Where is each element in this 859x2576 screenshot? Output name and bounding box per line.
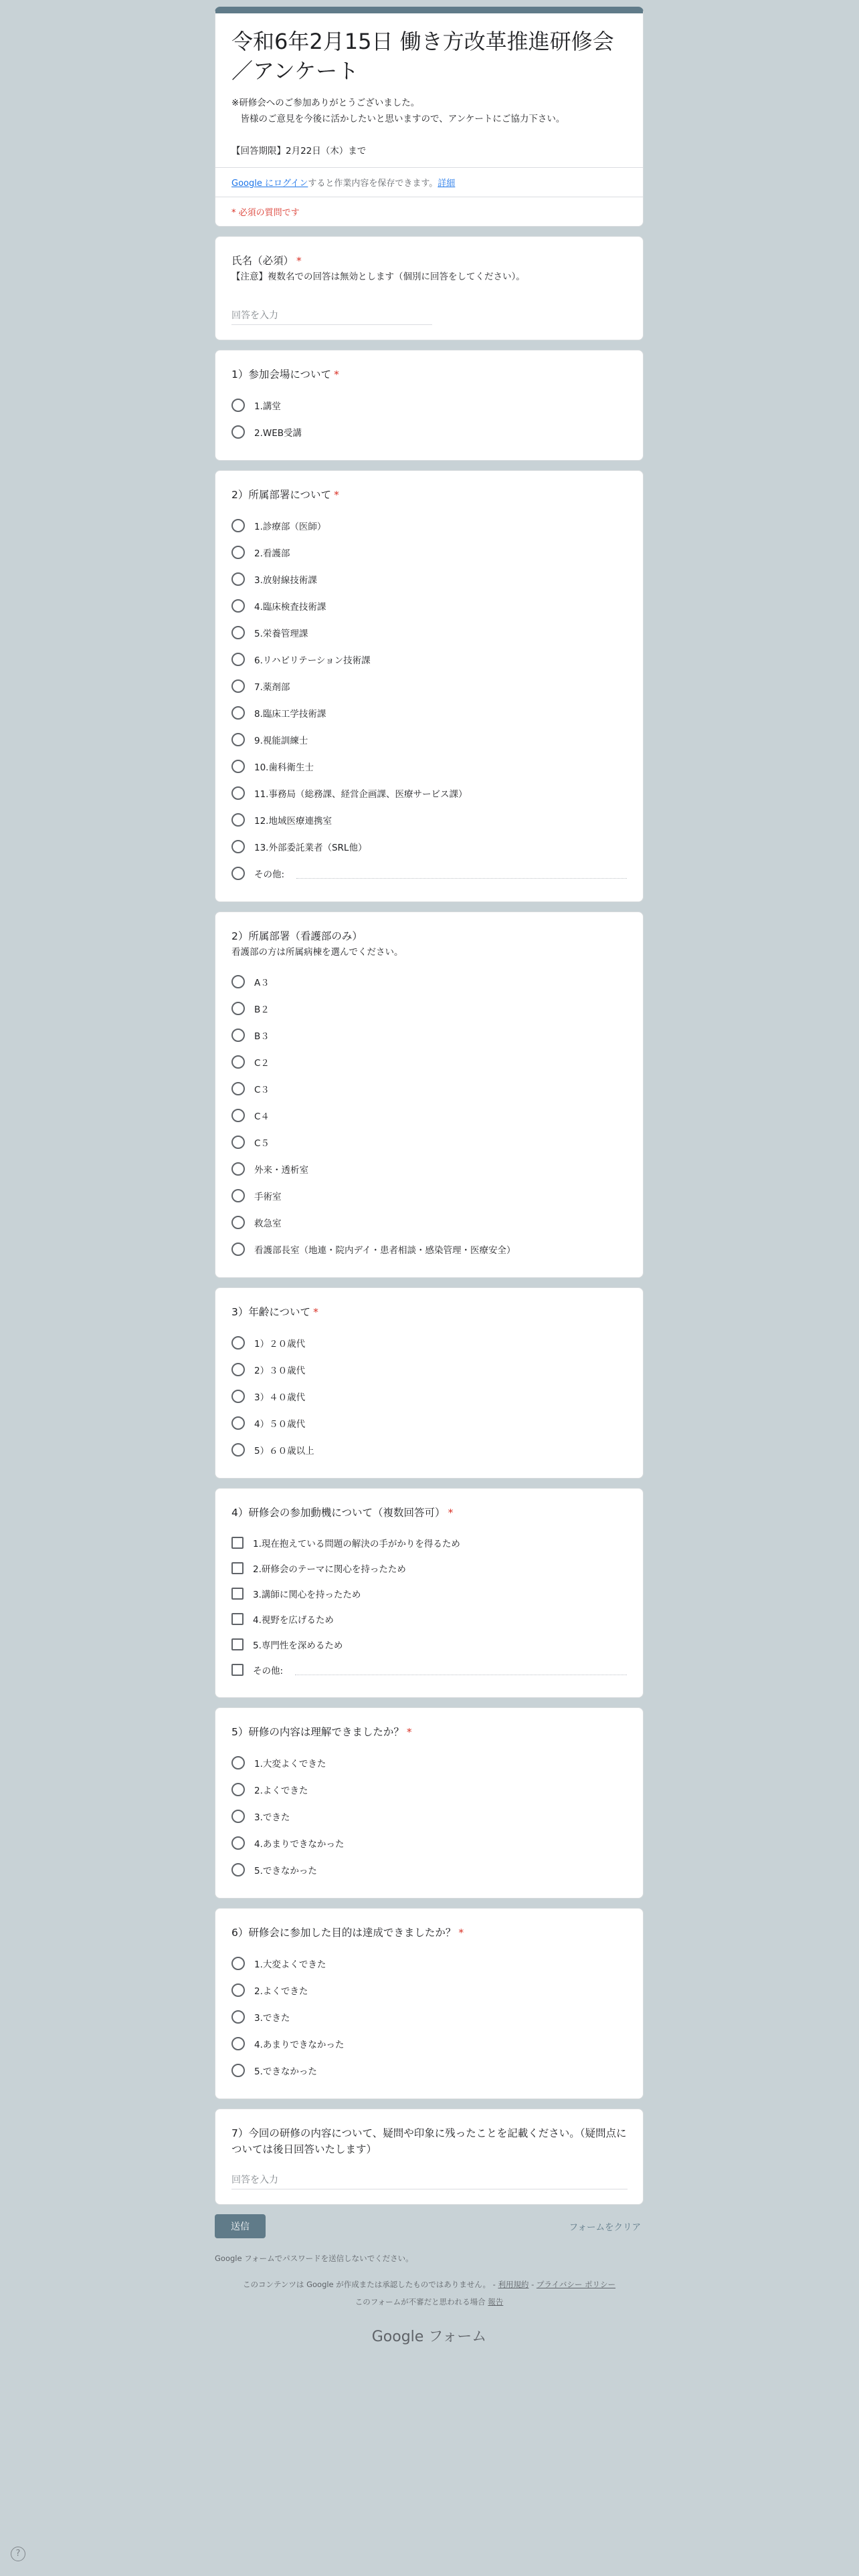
option-label: 5.専門性を深めるため xyxy=(253,1640,343,1651)
radio-option[interactable] xyxy=(231,539,627,566)
checkbox-option[interactable] xyxy=(231,1581,627,1606)
option-label: B２ xyxy=(254,1004,270,1015)
option-label: 2）３０歳代 xyxy=(254,1366,306,1376)
option-label: 2.よくできた xyxy=(254,1786,308,1796)
radio-button[interactable] xyxy=(231,599,245,613)
radio-option[interactable] xyxy=(231,753,627,780)
radio-option[interactable] xyxy=(231,1977,627,2004)
radio-button[interactable] xyxy=(231,760,245,773)
option-label: 1.講堂 xyxy=(254,401,281,412)
option-label: 2.研修会のテーマに関心を持ったため xyxy=(253,1564,406,1575)
radio-button[interactable] xyxy=(231,1783,245,1796)
radio-group xyxy=(231,1329,627,1463)
submit-button[interactable]: 送信 xyxy=(215,2214,266,2238)
radio-option[interactable] xyxy=(231,593,627,619)
question-goal-achieved xyxy=(215,1908,644,2099)
option-label: 1.大変よくできた xyxy=(254,1759,326,1769)
radio-button[interactable] xyxy=(231,399,245,412)
radio-option[interactable] xyxy=(231,566,627,593)
question-title xyxy=(231,1505,627,1521)
option-label: 10.歯科衛生士 xyxy=(254,762,314,773)
radio-button[interactable] xyxy=(231,1443,245,1457)
radio-button[interactable] xyxy=(231,1390,245,1403)
question-title-text: 2）所属部署について xyxy=(231,489,332,501)
question-title xyxy=(231,1925,627,1941)
option-label: 看護部長室（地連・院内デイ・患者相談・感染管理・医療安全） xyxy=(254,1245,516,1256)
radio-button[interactable] xyxy=(231,786,245,800)
checkbox-option-other[interactable] xyxy=(231,1657,627,1683)
terms-link[interactable]: 利用規約 xyxy=(498,2280,529,2289)
question-understanding xyxy=(215,1707,644,1899)
radio-button[interactable] xyxy=(231,813,245,827)
required-mark: * xyxy=(313,1306,318,1318)
option-label: 1.大変よくできた xyxy=(254,1959,326,1970)
google-forms-logo[interactable]: Google フォーム xyxy=(371,2329,487,2345)
radio-button[interactable] xyxy=(231,1243,245,1256)
option-label: 9.視能訓練士 xyxy=(254,736,308,746)
question-description: 看護部の方は所属病棟を選んでください。 xyxy=(231,947,403,958)
radio-button[interactable] xyxy=(231,706,245,720)
radio-option[interactable] xyxy=(231,1049,627,1075)
option-label: その他: xyxy=(254,869,285,880)
option-label: 11.事務局（総務課、経営企画課、医療サービス課） xyxy=(254,789,468,800)
required-note: * 必須の質問です xyxy=(215,197,643,226)
radio-option[interactable] xyxy=(231,1383,627,1410)
abuse-text: このフォームが不審だと思われる場合 xyxy=(355,2297,486,2306)
option-label: 外来・透析室 xyxy=(254,1165,308,1176)
option-label: 救急室 xyxy=(254,1218,282,1229)
option-label: 2.看護部 xyxy=(254,548,290,559)
option-label: 5.できなかった xyxy=(254,2066,317,2077)
radio-button[interactable] xyxy=(231,867,245,880)
radio-option[interactable] xyxy=(231,1776,627,1803)
question-title xyxy=(231,487,627,503)
option-label: 4）５０歳代 xyxy=(254,1419,306,1430)
radio-button[interactable] xyxy=(231,1957,245,1970)
checkbox[interactable] xyxy=(231,1613,244,1625)
radio-option[interactable] xyxy=(231,1075,627,1102)
clear-form-button[interactable]: フォームをクリア xyxy=(569,2222,641,2233)
question-title-text: 1）参加会場について xyxy=(231,368,332,381)
form-container xyxy=(215,0,644,2346)
question-title xyxy=(231,253,627,269)
radio-button[interactable] xyxy=(231,425,245,439)
question-venue xyxy=(215,350,644,461)
question-title: 7）今回の研修の内容について、疑問や印象に残ったことを記載ください。（疑問点については後日回答いたします） xyxy=(231,2127,627,2155)
option-label: その他: xyxy=(253,1666,284,1677)
radio-option[interactable] xyxy=(231,1950,627,1977)
question-title-text: 6）研修会に参加した目的は達成できましたか？ xyxy=(231,1927,456,1939)
checkbox[interactable] xyxy=(231,1664,244,1676)
details-link[interactable]: 詳細 xyxy=(438,179,456,189)
report-link[interactable]: 報告 xyxy=(488,2297,504,2306)
radio-option[interactable] xyxy=(231,780,627,807)
radio-button[interactable] xyxy=(231,1029,245,1042)
radio-button[interactable] xyxy=(231,546,245,559)
other-text-input[interactable] xyxy=(296,878,627,879)
radio-button[interactable] xyxy=(231,1756,245,1769)
checkbox-option[interactable] xyxy=(231,1530,627,1555)
radio-button[interactable] xyxy=(231,1002,245,1015)
question-comments xyxy=(215,2109,644,2205)
option-label: 手術室 xyxy=(254,1192,282,1202)
login-notice xyxy=(215,167,643,197)
footer-legal xyxy=(215,2276,644,2311)
required-mark: * xyxy=(458,1927,464,1939)
radio-option[interactable] xyxy=(231,1236,627,1263)
radio-group xyxy=(231,512,627,887)
radio-button[interactable] xyxy=(231,1810,245,1823)
question-title xyxy=(231,1724,627,1740)
radio-option-other[interactable] xyxy=(231,860,627,887)
required-mark: * xyxy=(334,368,339,381)
password-warning: Google フォームでパスワードを送信しないでください。 xyxy=(215,2254,413,2263)
radio-option[interactable] xyxy=(231,619,627,646)
option-label: C５ xyxy=(254,1138,270,1149)
radio-button[interactable] xyxy=(231,2010,245,2024)
option-label: B３ xyxy=(254,1031,270,1042)
radio-button[interactable] xyxy=(231,733,245,746)
radio-button[interactable] xyxy=(231,1136,245,1149)
option-label: 13.外部委託業者（SRL他） xyxy=(254,843,367,853)
checkbox-option[interactable] xyxy=(231,1555,627,1581)
question-title-text: 5）研修の内容は理解できましたか？ xyxy=(231,1726,404,1738)
login-link[interactable]: Google にログイン xyxy=(231,179,308,189)
required-mark: * xyxy=(406,1726,412,1738)
radio-group xyxy=(231,968,627,1263)
checkbox[interactable] xyxy=(231,1588,244,1600)
radio-option[interactable] xyxy=(231,968,627,995)
option-label: 4.臨床検査技術課 xyxy=(254,602,326,613)
option-label: 1）２０歳代 xyxy=(254,1339,306,1350)
radio-button[interactable] xyxy=(231,1836,245,1850)
radio-button[interactable] xyxy=(231,1189,245,1202)
question-age xyxy=(215,1287,644,1479)
question-nursing-ward xyxy=(215,911,644,1278)
radio-button[interactable] xyxy=(231,519,245,532)
question-title: 2）所属部署（看護部のみ） xyxy=(231,930,363,942)
option-label: C２ xyxy=(254,1058,270,1069)
question-department xyxy=(215,470,644,902)
radio-option[interactable] xyxy=(231,1022,627,1049)
checkbox[interactable] xyxy=(231,1562,244,1574)
option-label: 7.薬剤部 xyxy=(254,682,290,693)
question-title-text: 氏名（必須） xyxy=(231,255,294,267)
question-title xyxy=(231,366,627,383)
option-label: 5.できなかった xyxy=(254,1866,317,1876)
question-motivation xyxy=(215,1488,644,1698)
checkbox-option[interactable] xyxy=(231,1606,627,1632)
form-title: 令和6年2月15日 働き方改革推進研修会／アンケート xyxy=(231,29,614,84)
radio-button[interactable] xyxy=(231,1082,245,1095)
radio-button[interactable] xyxy=(231,975,245,988)
checkbox-group xyxy=(231,1530,627,1683)
radio-button[interactable] xyxy=(231,1055,245,1069)
radio-option[interactable] xyxy=(231,1209,627,1236)
comments-input[interactable] xyxy=(231,2171,628,2189)
checkbox[interactable] xyxy=(231,1638,244,1650)
required-mark: * xyxy=(334,489,339,501)
option-label: 3.放射線技術課 xyxy=(254,575,317,586)
radio-button[interactable] xyxy=(231,1363,245,1376)
radio-option[interactable] xyxy=(231,512,627,539)
option-label: 4.あまりできなかった xyxy=(254,1839,345,1850)
radio-option[interactable] xyxy=(231,1830,627,1856)
radio-button[interactable] xyxy=(231,2064,245,2077)
option-label: 3）４０歳代 xyxy=(254,1392,306,1403)
question-title-text: 4）研修会の参加動機について（複数回答可） xyxy=(231,1507,446,1519)
radio-option[interactable] xyxy=(231,807,627,833)
help-icon[interactable]: ? xyxy=(11,2547,25,2561)
option-label: 3.できた xyxy=(254,2013,290,2024)
question-title-text: 3）年齢について xyxy=(231,1306,311,1318)
radio-option[interactable] xyxy=(231,1356,627,1383)
disclaimer-text: このコンテンツは Google が作成または承認したものではありません。 - xyxy=(243,2280,496,2289)
radio-option[interactable] xyxy=(231,1182,627,1209)
radio-button[interactable] xyxy=(231,1162,245,1176)
radio-option[interactable] xyxy=(231,1329,627,1356)
form-header-card xyxy=(215,7,644,227)
checkbox-option[interactable] xyxy=(231,1632,627,1657)
option-label: A３ xyxy=(254,978,270,988)
radio-button[interactable] xyxy=(231,679,245,693)
radio-option[interactable] xyxy=(231,833,627,860)
option-label: 1.現在抱えている問題の解決の手がかりを得るため xyxy=(253,1539,460,1549)
radio-button[interactable] xyxy=(231,1336,245,1350)
question-description: 【注意】複数名での回答は無効とします（個別に回答をしてください）。 xyxy=(231,272,525,282)
radio-button[interactable] xyxy=(231,1983,245,1997)
option-label: 5.栄養管理課 xyxy=(254,629,308,639)
radio-button[interactable] xyxy=(231,572,245,586)
option-label: 3.できた xyxy=(254,1812,290,1823)
privacy-link[interactable]: プライバシー ポリシー xyxy=(536,2280,615,2289)
question-title xyxy=(231,1304,627,1320)
option-label: 6.リハビリテーション技術課 xyxy=(254,655,371,666)
login-notice-text: すると作業内容を保存できます。 xyxy=(308,179,438,189)
radio-option[interactable] xyxy=(231,1410,627,1436)
footer-separator: - xyxy=(529,2280,537,2289)
option-label: 4.あまりできなかった xyxy=(254,2040,345,2050)
question-name xyxy=(215,236,644,340)
radio-option[interactable] xyxy=(231,995,627,1022)
radio-button[interactable] xyxy=(231,840,245,853)
radio-option[interactable] xyxy=(231,392,627,419)
option-label: C３ xyxy=(254,1085,270,1095)
radio-option[interactable] xyxy=(231,1156,627,1182)
radio-button[interactable] xyxy=(231,1216,245,1229)
radio-option[interactable] xyxy=(231,419,627,445)
required-mark: * xyxy=(448,1507,454,1519)
checkbox[interactable] xyxy=(231,1537,244,1549)
required-mark: * xyxy=(296,255,302,267)
radio-option[interactable] xyxy=(231,1436,627,1463)
radio-option[interactable] xyxy=(231,726,627,753)
radio-button[interactable] xyxy=(231,1863,245,1876)
option-label: 4.視野を広げるため xyxy=(253,1615,334,1626)
radio-button[interactable] xyxy=(231,626,245,639)
radio-option[interactable] xyxy=(231,700,627,726)
form-actions xyxy=(215,2214,644,2238)
option-label: C４ xyxy=(254,1111,270,1122)
radio-button[interactable] xyxy=(231,1416,245,1430)
radio-option[interactable] xyxy=(231,1749,627,1776)
radio-group xyxy=(231,1950,627,2084)
option-label: 8.臨床工学技術課 xyxy=(254,709,326,720)
radio-option[interactable] xyxy=(231,1803,627,1830)
radio-button[interactable] xyxy=(231,2037,245,2050)
option-label: 1.診療部（医師） xyxy=(254,522,326,532)
option-label: 5）６０歳以上 xyxy=(254,1446,314,1457)
radio-button[interactable] xyxy=(231,653,245,666)
radio-option[interactable] xyxy=(231,646,627,673)
option-label: 12.地域医療連携室 xyxy=(254,816,332,827)
form-description: ※研修会へのご参加ありがとうございました。 皆様のご意見を今後に活かしたいと思いますので、アンケートにご協力下さい。 【回答期限】2月22日（木）まで xyxy=(231,98,565,156)
radio-option[interactable] xyxy=(231,1129,627,1156)
radio-option[interactable] xyxy=(231,1856,627,1883)
radio-option[interactable] xyxy=(231,1102,627,1129)
option-label: 2.よくできた xyxy=(254,1986,308,1997)
name-input[interactable] xyxy=(231,306,432,325)
radio-option[interactable] xyxy=(231,2057,627,2084)
option-label: 3.講師に関心を持ったため xyxy=(253,1590,361,1600)
radio-option[interactable] xyxy=(231,2004,627,2030)
radio-option[interactable] xyxy=(231,673,627,700)
radio-option[interactable] xyxy=(231,2030,627,2057)
option-label: 2.WEB受講 xyxy=(254,428,302,439)
radio-button[interactable] xyxy=(231,1109,245,1122)
radio-group xyxy=(231,1749,627,1883)
radio-group xyxy=(231,392,627,445)
